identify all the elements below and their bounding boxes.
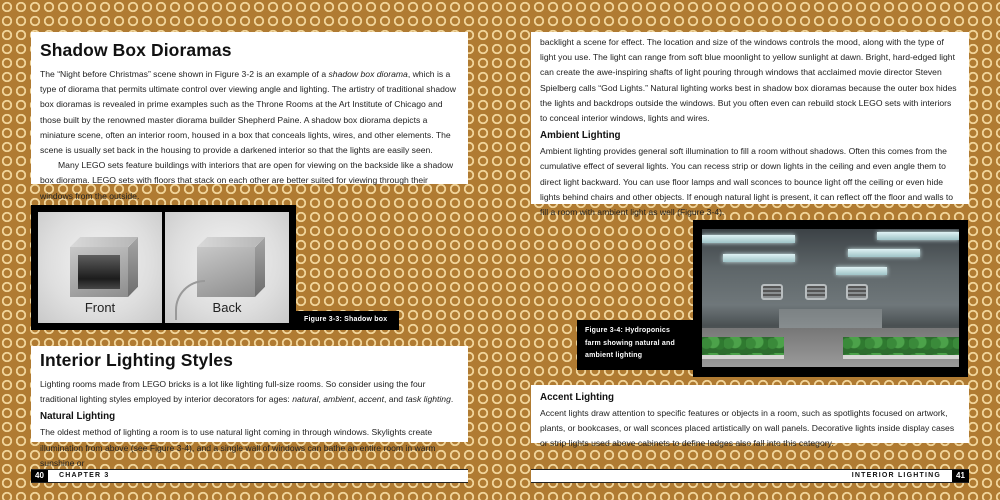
emphasis-text: ambient	[323, 394, 354, 405]
body-paragraph: Accent lights draw attention to specific features or objects in a room, such as spotlights focused on artwork, plants, or bookcases, or wall sconces placed artistically on wall panels. Decorative lights inside display cases or strip lights used above cabinets to define ledges also fall into this category.	[540, 408, 955, 449]
emphasis-text: task lighting	[405, 394, 451, 405]
emphasis-text: shadow box diorama	[328, 69, 408, 79]
front-view-panel	[38, 212, 162, 323]
body-paragraph	[40, 377, 459, 407]
shadow-box-dioramas-section	[31, 32, 468, 201]
box-back-illustration	[197, 237, 265, 295]
panel-label: Front	[84, 300, 116, 315]
accent-lighting-section	[531, 385, 969, 449]
body-paragraph	[40, 67, 459, 158]
figure-caption: Figure 3-3: Shadow box	[296, 311, 399, 330]
text-run: .	[450, 394, 454, 405]
interior-lighting-styles-section	[31, 346, 468, 468]
subheading: Ambient Lighting	[540, 130, 621, 142]
back-view-panel	[165, 212, 289, 323]
section-title: Interior Lighting Styles	[40, 350, 233, 370]
running-head: INTERIOR LIGHTING	[851, 472, 941, 479]
text-run: , which is a type of diorama that permits ultimate control over viewing angle and lighting. The artistry of traditional shadow box dioramas is revealed in prime examples such as the Throne Rooms at the Art Institute of Chicago and those built by the renowned master diorama builder Shepherd Paine. A shadow box diorama depicts a miniature scene, often an interior room, housed in a box that conceals lights, wires, and other elements. The scene is usually set back in the housing to provide a darkened interior so that the lights are easily seen.	[40, 69, 456, 156]
subheading: Accent Lighting	[540, 392, 615, 403]
natural-ambient-section	[531, 32, 969, 218]
page-footer	[531, 469, 969, 483]
body-paragraph: Many LEGO sets feature buildings with interiors that are open for viewing on the backside like a shadow box diorama. LEGO sets with floors that stack on each other are better suited for viewing through their windows from the outside.	[40, 160, 454, 201]
figure-3-4-hydroponics-farm	[693, 220, 968, 377]
text-run: The “Night before Christmas” scene shown in Figure 3-2 is an example of a	[40, 69, 329, 79]
text-run: ,	[353, 394, 359, 405]
page-number: 40	[31, 470, 48, 482]
emphasis-text: natural	[292, 394, 319, 405]
right-page	[500, 0, 1000, 500]
panel-label: Back	[212, 300, 242, 315]
hydroponics-photo	[702, 229, 959, 367]
body-paragraph: backlight a scene for effect. The location and size of the windows controls the mood, along with the type of light you use. The light can range from soft blue moonlight to yellow sunlight at dawn. Bright, hard-edged light can create the awe-inspiring shafts of light pouring through windows that acclaimed movie director Steven Spielberg calls “God Lights.” Natural lighting works best in shadow box dioramas because the outer box hides the lights and backdrops outside the windows. But you often even can rebuild stock LEGO sets with interiors to conceal interior windows, lights and wires.	[540, 37, 957, 124]
section-title: Shadow Box Dioramas	[40, 40, 232, 60]
figure-3-3-shadow-box	[31, 205, 296, 330]
figure-caption: Figure 3-4: Hydroponics farm showing natural and ambient lighting	[577, 320, 693, 370]
box-front-illustration	[70, 237, 138, 295]
text-run: Lighting rooms made from LEGO bricks is a lot like lighting full-size rooms. So consider using the four traditional lighting styles employed by interior decorators for ages:	[40, 379, 426, 405]
text-run: , and	[383, 394, 406, 405]
page-footer	[31, 469, 468, 483]
body-paragraph: The oldest method of lighting a room is to use natural light coming in through windows. Skylights create illumination from above (see Figure 3-4), and a single wall of windows can bathe an entire room in warm sunshine or	[40, 427, 436, 468]
page-number: 41	[952, 470, 969, 482]
emphasis-text: accent	[358, 394, 384, 405]
running-head: CHAPTER 3	[59, 472, 110, 479]
text-run: ,	[318, 394, 324, 405]
subheading: Natural Lighting	[40, 411, 116, 423]
body-paragraph: Ambient lighting provides general soft illumination to fill a room without shadows. Often this comes from the cumulative effect of several lights. You can recess strip or down lights in the ceiling and even angle them to direct light backward. You can use floor lamps and wall sconces to bounce light off the ceiling or even hide lights behind chairs and other objects. If enough natural light is present, it can reflect off the floor and walls to fill a room with ambient light as well (Figure 3-4).	[540, 146, 954, 218]
